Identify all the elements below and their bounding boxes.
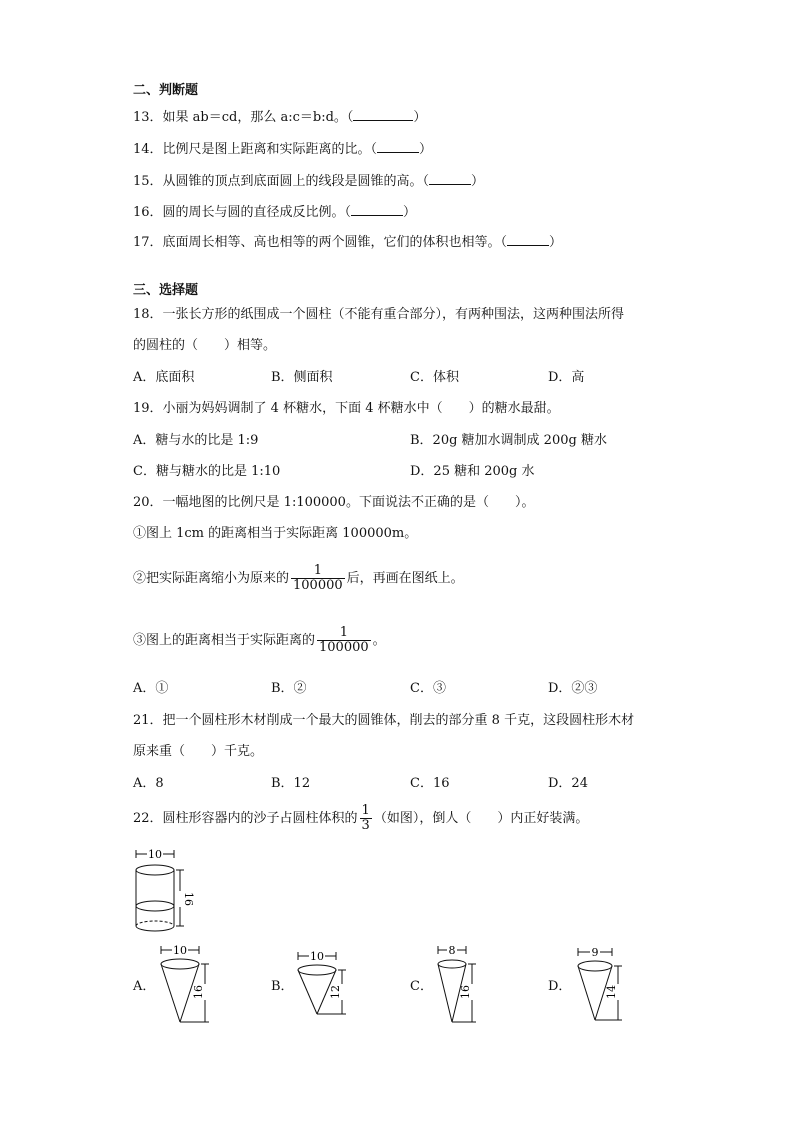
question-15-text: 15．从圆锥的顶点到底面圆上的线段是圆锥的高。（ bbox=[133, 174, 430, 189]
q19-option-d[interactable]: D．25 糖和 200g 水 bbox=[410, 464, 535, 479]
q20-statement-2-post: 后，再画在图纸上。 bbox=[346, 571, 464, 586]
question-17 bbox=[133, 233, 562, 252]
fraction-denominator: 100000 bbox=[319, 640, 369, 655]
cone-d-diameter-label: 9 bbox=[591, 946, 599, 959]
question-17-tail: ） bbox=[549, 235, 563, 250]
q18-option-d[interactable]: D．高 bbox=[548, 370, 585, 385]
answer-blank-16[interactable] bbox=[351, 203, 403, 216]
answer-blank-14[interactable] bbox=[377, 140, 419, 153]
fraction-denominator: 100000 bbox=[293, 578, 343, 593]
fraction-numerator: 1 bbox=[313, 563, 322, 578]
q20-statement-2-pre: ②把实际距离缩小为原来的 bbox=[133, 571, 290, 586]
question-13-tail: ） bbox=[413, 110, 427, 125]
q19-option-c[interactable]: C．糖与糖水的比是 1:10 bbox=[133, 464, 281, 479]
question-19-stem: 19．小丽为妈妈调制了 4 杯糖水，下面 4 杯糖水中（ ）的糖水最甜。 bbox=[133, 401, 560, 416]
cone-b-diameter-label: 10 bbox=[310, 950, 324, 963]
q22-option-d-label[interactable]: D． bbox=[548, 979, 572, 994]
question-13 bbox=[133, 108, 426, 127]
cone-b-height-label: 12 bbox=[329, 985, 342, 999]
answer-blank-15[interactable] bbox=[429, 172, 471, 185]
q22-option-c-label[interactable]: C． bbox=[410, 979, 433, 994]
question-16-tail: ） bbox=[403, 205, 417, 220]
q20-statement-3-pre: ③图上的距离相当于实际距离的 bbox=[133, 633, 316, 648]
question-16 bbox=[133, 203, 416, 222]
cylinder-figure bbox=[128, 846, 198, 936]
q19-option-b[interactable]: B．20g 糖加水调制成 200g 糖水 bbox=[410, 433, 607, 448]
question-14 bbox=[133, 140, 432, 159]
q21-option-b[interactable]: B．12 bbox=[271, 776, 311, 791]
question-13-text: 13．如果 ab＝cd，那么 a:c＝b:d。（ bbox=[133, 110, 354, 125]
question-15 bbox=[133, 172, 484, 191]
fraction-numerator: 1 bbox=[339, 625, 348, 640]
cone-c-height-label: 16 bbox=[459, 985, 472, 999]
q18-option-c[interactable]: C．体积 bbox=[410, 370, 459, 385]
cone-a-height-label: 16 bbox=[192, 985, 205, 999]
question-14-text: 14．比例尺是图上距离和实际距离的比。（ bbox=[133, 142, 378, 157]
fraction-numerator: 1 bbox=[361, 803, 370, 818]
q22-option-b-label[interactable]: B． bbox=[271, 979, 294, 994]
section3-title: 三、选择题 bbox=[133, 283, 199, 298]
q21-option-d[interactable]: D．24 bbox=[548, 776, 588, 791]
question-21-line2: 原来重（ ）千克。 bbox=[133, 744, 264, 759]
fraction-1-3 bbox=[360, 804, 372, 833]
cone-c-diameter-label: 8 bbox=[448, 944, 456, 957]
q21-option-c[interactable]: C．16 bbox=[410, 776, 450, 791]
question-18-line1: 18．一张长方形的纸围成一个圆柱（不能有重合部分），有两种围法，这两种围法所得 bbox=[133, 307, 625, 322]
q20-statement-1: ①图上 1cm 的距离相当于实际距离 100000m。 bbox=[133, 526, 418, 541]
q22-option-a-label[interactable]: A． bbox=[133, 979, 156, 994]
question-14-tail: ） bbox=[419, 142, 433, 157]
q20-statement-3 bbox=[133, 624, 386, 658]
q20-option-a[interactable]: A．① bbox=[133, 681, 169, 696]
cone-d-height-label: 14 bbox=[605, 985, 618, 999]
cone-b-figure[interactable] bbox=[292, 950, 358, 1018]
question-18-line2: 的圆柱的（ ）相等。 bbox=[133, 338, 277, 353]
question-20-stem: 20．一幅地图的比例尺是 1:100000。下面说法不正确的是（ ）。 bbox=[133, 495, 535, 510]
question-15-tail: ） bbox=[471, 174, 485, 189]
question-16-text: 16．圆的周长与圆的直径成反比例。（ bbox=[133, 205, 352, 220]
q20-option-b[interactable]: B．② bbox=[271, 681, 307, 696]
q18-option-b[interactable]: B．侧面积 bbox=[271, 370, 333, 385]
cone-d-figure[interactable] bbox=[572, 946, 632, 1024]
fraction-1-100000 bbox=[291, 564, 345, 593]
question-21-line1: 21．把一个圆柱形木材削成一个最大的圆锥体，削去的部分重 8 千克，这段圆柱形木材 bbox=[133, 713, 635, 728]
fraction-denominator: 3 bbox=[361, 818, 370, 833]
q20-option-c[interactable]: C．③ bbox=[410, 681, 446, 696]
answer-blank-13[interactable] bbox=[353, 108, 413, 121]
cone-a-figure[interactable] bbox=[155, 944, 221, 1026]
cylinder-diameter-label: 10 bbox=[148, 848, 162, 861]
question-17-text: 17．底面周长相等、高也相等的两个圆锥，它们的体积也相等。（ bbox=[133, 235, 508, 250]
answer-blank-17[interactable] bbox=[507, 233, 549, 246]
fraction-1-100000 bbox=[317, 626, 371, 655]
q20-statement-3-post: 。 bbox=[372, 633, 386, 648]
q20-statement-2 bbox=[133, 562, 464, 596]
cone-a-diameter-label: 10 bbox=[173, 944, 187, 957]
cone-c-figure[interactable] bbox=[432, 944, 486, 1028]
q18-option-a[interactable]: A．底面积 bbox=[133, 370, 195, 385]
question-22-pre: 22．圆柱形容器内的沙子占圆柱体积的 bbox=[133, 811, 358, 826]
question-22-post: （如图），倒人（ ）内正好装满。 bbox=[373, 811, 589, 826]
cylinder-height-label: 16 bbox=[182, 892, 195, 906]
q21-option-a[interactable]: A．8 bbox=[133, 776, 164, 791]
question-22-stem bbox=[133, 802, 588, 836]
q20-option-d[interactable]: D．②③ bbox=[548, 681, 598, 696]
q19-option-a[interactable]: A．糖与水的比是 1:9 bbox=[133, 433, 259, 448]
section2-title: 二、判断题 bbox=[133, 83, 199, 98]
